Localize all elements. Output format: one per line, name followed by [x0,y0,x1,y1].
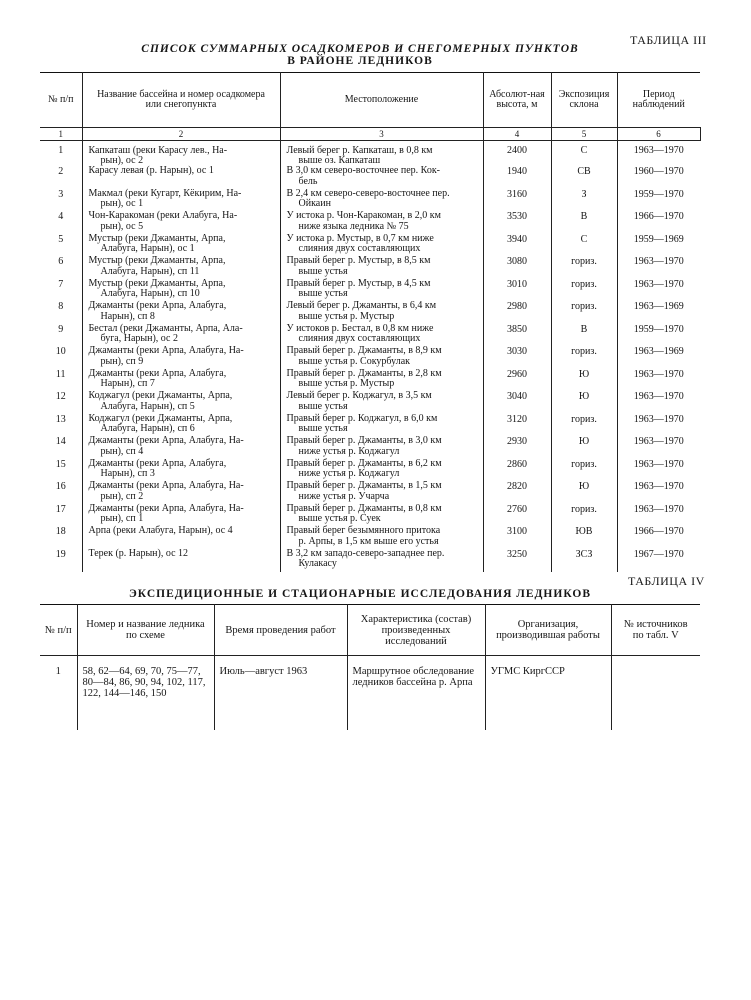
altitude: 2760 [483,504,551,527]
location [280,549,483,572]
altitude: 3040 [483,391,551,414]
basin-name [82,301,280,324]
location-line1: Правый берег р. Джаманты, в 6,2 км [286,457,442,469]
basin-name [82,414,280,437]
basin-name-line1: Джаманты (реки Арпа, Алабуга, [88,457,227,469]
altitude: 2960 [483,369,551,392]
basin-name [82,211,280,234]
basin-name [82,189,280,212]
altitude: 3010 [483,279,551,302]
location [280,526,483,549]
table-row [40,414,700,437]
location-line2: бель [298,175,318,187]
basin-name-line2: рын), сп 4 [100,445,144,457]
basin-name [82,166,280,189]
table-row [40,346,700,369]
location-line1: Левый берег р. Коджагул, в 3,5 км [286,390,432,402]
t3-colnum-3: 3 [280,128,483,141]
table-row [40,301,700,324]
basin-name-line2: Нарын), сп 3 [100,468,155,480]
basin-name-line1: Бестал (реки Джаманты, Арпа, Ала- [88,322,243,334]
exposure: С [551,141,617,167]
exposure: ЮВ [551,526,617,549]
exposure: гориз. [551,279,617,302]
table4 [40,604,700,730]
basin-name-line2: Алабуга, Нарын), сп 11 [100,265,200,277]
basin-name-line1: Джаманты (реки Арпа, Алабуга, На- [88,345,244,357]
exposure: С [551,234,617,257]
basin-name [82,481,280,504]
basin-name [82,141,280,167]
row-number: 1 [40,141,82,167]
location [280,211,483,234]
t4-header-time: Время проведения работ [214,605,347,656]
basin-name-line1: Мустыр (реки Джаманты, Арпа, [88,277,226,289]
basin-name-line2: рын), ос 5 [100,220,144,232]
location [280,414,483,437]
row-number: 16 [40,481,82,504]
basin-name-line1: Мустыр (реки Джаманты, Арпа, [88,255,226,267]
t3-header-num: № п/п [40,73,82,128]
location [280,459,483,482]
basin-name [82,279,280,302]
t3-colnum-1: 1 [40,128,82,141]
location-line2: выше устья [298,423,348,435]
exposure: гориз. [551,346,617,369]
basin-name-line2: Нарын), сп 8 [100,310,155,322]
location-line1: В 3,0 км северо-восточнее пер. Кок- [286,165,441,177]
altitude: 2930 [483,436,551,459]
table-row [40,459,700,482]
altitude: 1940 [483,166,551,189]
altitude: 2980 [483,301,551,324]
location [280,324,483,347]
observation-period: 1963—1970 [633,413,684,425]
t4-header-org: Организация, производившая работы [485,605,611,656]
t3-header-altitude: Абсолют-ная высота, м [483,73,551,128]
exposure: Ю [551,481,617,504]
location-line2: слияния двух составляющих [298,333,421,345]
t3-header-exposure: Экспозиция склона [551,73,617,128]
location-line1: Левый берег р. Джаманты, в 6,4 км [286,300,437,312]
location-line2: ниже устья р. Коджагул [298,445,400,457]
row-number: 14 [40,436,82,459]
basin-name [82,256,280,279]
location [280,369,483,392]
row-number: 4 [40,211,82,234]
location [280,141,483,167]
observation-period: 1959—1970 [633,323,684,335]
exposure: В [551,324,617,347]
row-number: 17 [40,504,82,527]
observation-period: 1959—1970 [633,188,684,200]
exposure: гориз. [551,414,617,437]
row-number: 6 [40,256,82,279]
altitude: 3100 [483,526,551,549]
table-row [40,369,700,392]
location-line1: Правый берег р. Джаманты, в 2,8 км [286,367,442,379]
location [280,301,483,324]
basin-name-line2: Алабуга, Нарын), сп 6 [100,423,195,435]
table4-label: ТАБЛИЦА IV [628,574,705,588]
table4-title: ЭКСПЕДИЦИОННЫЕ И СТАЦИОНАРНЫЕ ИССЛЕДОВАНИЯ ЛЕДНИКОВ [128,588,591,600]
row-number: 7 [40,279,82,302]
table-row [40,656,700,731]
t4-header-character: Характеристика (состав) произведенных исследований [347,605,485,656]
observation-period: 1963—1970 [633,278,684,290]
location [280,504,483,527]
exposure: гориз. [551,256,617,279]
location [280,256,483,279]
location-line1: У истоков р. Бестал, в 0,8 км ниже [286,322,434,334]
table-row [40,279,700,302]
t4-cell-character: Маршрутное обследование ледников бассейна р. Арпа [347,656,485,731]
t3-colnum-5: 5 [551,128,617,141]
table-row [40,481,700,504]
location [280,166,483,189]
observation-period: 1959—1969 [633,233,684,245]
t3-header-name: Название бассейна и номер осадкомера или снегопункта [82,73,280,128]
t4-cell-time: Июль—август 1963 [214,656,347,731]
location [280,481,483,504]
basin-name-line1: Джаманты (реки Арпа, Алабуга, [88,367,227,379]
table-row [40,141,700,167]
exposure: СВ [551,166,617,189]
row-number: 10 [40,346,82,369]
exposure: ЗСЗ [551,549,617,572]
altitude: 3850 [483,324,551,347]
altitude: 3120 [483,414,551,437]
basin-name-line1: Джаманты (реки Арпа, Алабуга, На- [88,502,244,514]
altitude: 3940 [483,234,551,257]
t3-colnum-6: 6 [617,128,700,141]
altitude: 3250 [483,549,551,572]
basin-name [82,324,280,347]
location-line2: Кулакасу [298,558,337,570]
observation-period: 1967—1970 [633,548,684,560]
row-number: 11 [40,369,82,392]
observation-period: 1963—1970 [633,436,684,448]
t3-colnum-2: 2 [82,128,280,141]
table3 [40,72,701,572]
basin-name-line1: Терек (р. Нарын), ос 12 [88,547,189,559]
basin-name-line2: Алабуга, Нарын), сп 10 [100,288,200,300]
basin-name-line2: рын), сп 1 [100,513,144,525]
altitude: 3530 [483,211,551,234]
location-line1: Правый берег р. Мустыр, в 8,5 км [286,255,431,267]
t3-header-period: Период наблюдений [617,73,700,128]
t4-cell-org: УГМС КиргССР [485,656,611,731]
observation-period: 1963—1970 [633,145,684,156]
basin-name-line2: рын), сп 9 [100,355,144,367]
t4-cell-glacier: 58, 62—64, 69, 70, 75—77, 80—84, 86, 90, 94, 102, 117, 122, 144—146, 150 [77,656,214,731]
table-row [40,436,700,459]
exposure: В [551,211,617,234]
exposure: гориз. [551,504,617,527]
table3-title-line2: В РАЙОНЕ ЛЕДНИКОВ [287,55,433,67]
observation-period: 1963—1970 [633,503,684,515]
altitude: 2860 [483,459,551,482]
table-row [40,324,700,347]
t3-colnum-4: 4 [483,128,551,141]
observation-period: 1966—1970 [633,526,684,538]
location-line1: Правый берег безымянного притока [286,525,441,537]
row-number: 5 [40,234,82,257]
location-line1: Правый берег р. Мустыр, в 4,5 км [286,277,431,289]
location-line2: выше устья [298,288,348,300]
location [280,279,483,302]
basin-name-line2: рын), ос 1 [100,198,144,210]
table-row [40,166,700,189]
exposure: гориз. [551,459,617,482]
basin-name-line1: Джаманты (реки Арпа, Алабуга, На- [88,480,244,492]
basin-name-line1: Коджагул (реки Джаманты, Арпа, [88,390,233,402]
location-line1: Правый берег р. Коджагул, в 6,0 км [286,412,438,424]
location-line1: В 2,4 км северо-северо-восточнее пер. [286,187,450,199]
altitude: 3080 [483,256,551,279]
exposure: гориз. [551,301,617,324]
altitude: 3030 [483,346,551,369]
location-line1: У истока р. Чон-Каракоман, в 2,0 км [286,210,441,222]
location-line2: выше устья [298,400,348,412]
location-line2: ниже устья р. Учарча [298,490,390,502]
basin-name [82,391,280,414]
basin-name-line2: буга, Нарын), ос 2 [100,333,178,345]
t3-header-location: Местоположение [280,73,483,128]
table-row [40,256,700,279]
observation-period: 1963—1970 [633,458,684,470]
table-row [40,234,700,257]
observation-period: 1966—1970 [633,211,684,223]
location [280,436,483,459]
observation-period: 1963—1969 [633,301,684,313]
location-line2: Ойкаин [298,198,331,210]
exposure: Ю [551,391,617,414]
table-row [40,391,700,414]
table-row [40,211,700,234]
location-line1: Левый берег р. Капкаташ, в 0,8 км [286,145,433,156]
row-number: 13 [40,414,82,437]
row-number: 9 [40,324,82,347]
basin-name-line2: рын), сп 2 [100,490,144,502]
t4-header-sources: № источников по табл. V [611,605,700,656]
basin-name-line1: Карасу левая (р. Нарын), ос 1 [88,165,214,177]
altitude: 2820 [483,481,551,504]
basin-name-line1: Арпа (реки Алабуга, Нарын), ос 4 [88,525,233,537]
exposure: Ю [551,369,617,392]
location-line1: Правый берег р. Джаманты, в 3,0 км [286,435,442,447]
table-row [40,549,700,572]
table3-title [60,43,660,67]
location-line2: выше оз. Капкаташ [298,155,381,167]
basin-name-line2: Алабуга, Нарын), ос 1 [100,243,195,255]
location-line2: ниже устья р. Коджагул [298,468,400,480]
t4-cell-sources [611,656,700,731]
row-number: 12 [40,391,82,414]
table3-label: ТАБЛИЦА III [630,33,707,47]
basin-name-line1: Макмал (реки Кугарт, Кёкирим, На- [88,187,242,199]
basin-name [82,369,280,392]
location-line1: Правый берег р. Джаманты, в 0,8 км [286,502,442,514]
row-number: 2 [40,166,82,189]
location-line2: выше устья р. Сокурбулак [298,355,410,367]
basin-name [82,549,280,572]
basin-name-line1: Капкаташ (реки Карасу лев., На- [88,145,228,156]
location [280,234,483,257]
altitude: 2400 [483,141,551,167]
location-line1: В 3,2 км западо-северо-западнее пер. [286,547,445,559]
t4-header-glacier: Номер и название ледника по схеме [77,605,214,656]
row-number: 18 [40,526,82,549]
basin-name [82,504,280,527]
row-number: 19 [40,549,82,572]
location-line1: Правый берег р. Джаманты, в 8,9 км [286,345,442,357]
location-line2: слияния двух составляющих [298,243,421,255]
location-line2: выше устья [298,265,348,277]
observation-period: 1960—1970 [633,166,684,178]
basin-name-line1: Мустыр (реки Джаманты, Арпа, [88,232,226,244]
t4-cell-num: 1 [40,656,77,731]
table-row [40,504,700,527]
altitude: 3160 [483,189,551,212]
row-number: 3 [40,189,82,212]
basin-name [82,436,280,459]
location-line2: выше устья р. Мустыр [298,378,395,390]
location-line2: ниже языка ледника № 75 [298,220,409,232]
location-line1: У истока р. Мустыр, в 0,7 км ниже [286,232,434,244]
basin-name-line1: Чон-Каракоман (реки Алабуга, На- [88,210,238,222]
row-number: 8 [40,301,82,324]
observation-period: 1963—1970 [633,481,684,493]
location-line2: р. Арпы, в 1,5 км выше его устья [298,535,439,547]
row-number: 15 [40,459,82,482]
location [280,346,483,369]
exposure: З [551,189,617,212]
location [280,391,483,414]
table-row [40,526,700,549]
location [280,189,483,212]
table3-body [40,141,700,572]
observation-period: 1963—1969 [633,346,684,358]
exposure: Ю [551,436,617,459]
table3-title-line1: СПИСОК СУММАРНЫХ ОСАДКОМЕРОВ И СНЕГОМЕРНЫХ ПУНКТОВ [141,43,579,55]
location-line2: выше устья р. Суек [298,513,381,525]
t4-header-num: № п/п [40,605,77,656]
location-line2: выше устья р. Мустыр [298,310,395,322]
location-line1: Правый берег р. Джаманты, в 1,5 км [286,480,442,492]
basin-name-line2: Алабуга, Нарын), сп 5 [100,400,195,412]
observation-period: 1963—1970 [633,256,684,268]
basin-name-line1: Джаманты (реки Арпа, Алабуга, На- [88,435,244,447]
basin-name [82,346,280,369]
basin-name-line1: Коджагул (реки Джаманты, Арпа, [88,412,233,424]
basin-name [82,526,280,549]
observation-period: 1963—1970 [633,368,684,380]
basin-name [82,234,280,257]
basin-name-line2: рын), ос 2 [100,155,144,167]
basin-name [82,459,280,482]
basin-name-line2: Нарын), сп 7 [100,378,155,390]
table-row [40,189,700,212]
observation-period: 1963—1970 [633,391,684,403]
basin-name-line1: Джаманты (реки Арпа, Алабуга, [88,300,227,312]
